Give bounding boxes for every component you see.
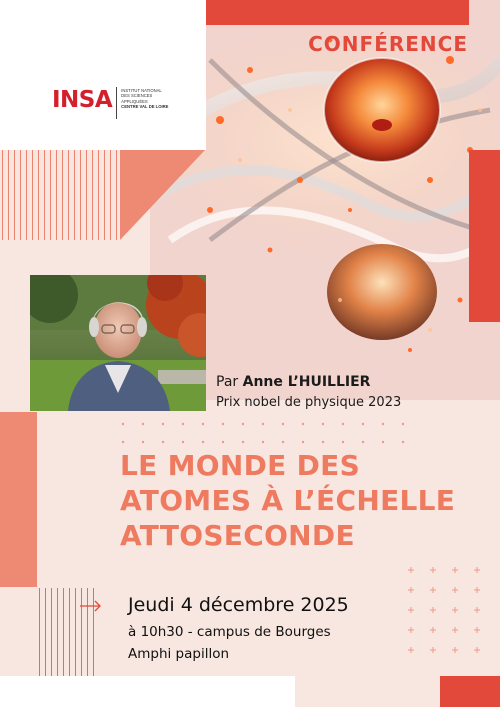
decorative-dots bbox=[120, 420, 410, 450]
bottom-white-band bbox=[0, 676, 295, 707]
bottom-red-block bbox=[440, 676, 500, 707]
logo-panel bbox=[0, 0, 206, 150]
speaker-name-line bbox=[216, 374, 370, 390]
insa-subtitle: INSTITUT NATIONAL DES SCIENCES APPLIQUÉES CENTRE VAL DE LOIRE bbox=[121, 88, 169, 109]
top-banner bbox=[206, 0, 469, 25]
event-room: Amphi papillon bbox=[128, 646, 230, 662]
decorative-strip bbox=[0, 412, 37, 587]
arrow-right-icon bbox=[80, 600, 102, 612]
speaker-role: Prix nobel de physique 2023 bbox=[216, 395, 402, 410]
insa-logo bbox=[52, 87, 179, 119]
speaker-name: Anne L’HUILLIER bbox=[242, 374, 371, 390]
title-line-3: ATTOSECONDE bbox=[120, 519, 355, 552]
title-line-1: LE MONDE DES bbox=[120, 449, 361, 482]
event-date: Jeudi 4 décembre 2025 bbox=[128, 594, 349, 616]
speaker-prefix: Par bbox=[216, 374, 239, 390]
decorative-lines-bottom bbox=[37, 588, 117, 676]
event-time-place: à 10h30 - campus de Bourges bbox=[128, 624, 331, 640]
talk-title bbox=[120, 448, 455, 553]
category-label: CONFÉRENCE bbox=[308, 32, 468, 56]
decorative-triangle bbox=[120, 150, 205, 240]
decorative-block bbox=[469, 150, 500, 322]
insa-wordmark: INSA bbox=[52, 87, 113, 113]
speaker-photo bbox=[30, 275, 206, 411]
title-line-2: ATOMES À L’ÉCHELLE bbox=[120, 484, 456, 517]
decorative-dots-bottom bbox=[400, 565, 500, 670]
decorative-lines bbox=[0, 150, 120, 240]
